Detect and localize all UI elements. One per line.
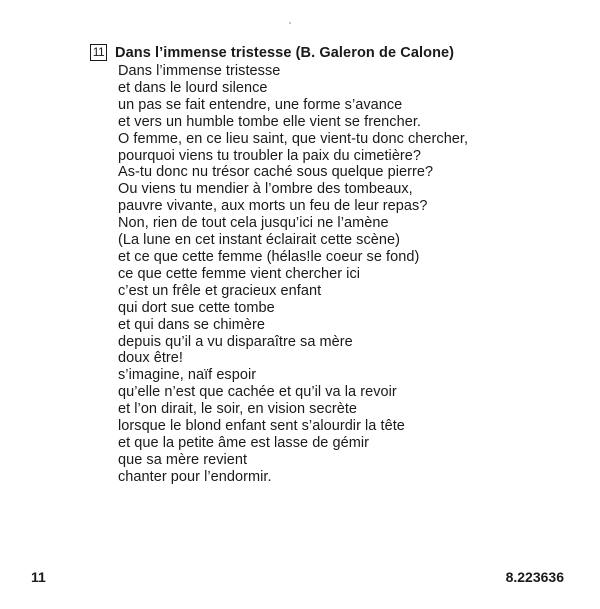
page-number: 11 bbox=[31, 569, 46, 585]
lyric-line: pourquoi viens tu troubler la paix du cimetière? bbox=[118, 147, 422, 164]
lyric-line: et qui dans se chimère bbox=[118, 316, 265, 333]
lyric-line: et ce que cette femme (hélas!le coeur se fond) bbox=[118, 248, 420, 265]
lyric-line: O femme, en ce lieu saint, que vient-tu donc chercher, bbox=[118, 130, 469, 147]
lyric-line: qui dort sue cette tombe bbox=[118, 299, 275, 316]
lyric-line: et dans le lourd silence bbox=[118, 79, 268, 96]
lyrics-block bbox=[118, 63, 468, 486]
lyric-line: depuis qu’il a vu disparaître sa mère bbox=[118, 333, 353, 350]
lyric-line: pauvre vivante, aux morts un feu de leur repas? bbox=[118, 198, 428, 215]
lyric-line: doux être! bbox=[118, 350, 183, 367]
lyric-line: un pas se fait entendre, une forme s’avance bbox=[118, 96, 403, 113]
lyric-line: chanter pour l’endormir. bbox=[118, 468, 272, 485]
lyric-line: lorsque le blond enfant sent s’alourdir la tête bbox=[118, 418, 405, 435]
lyric-line: As-tu donc nu trésor caché sous quelque pierre? bbox=[118, 164, 434, 181]
track-header bbox=[90, 44, 454, 61]
catalog-number: 8.223636 bbox=[505, 569, 564, 585]
lyric-line: que sa mère revient bbox=[118, 451, 248, 468]
lyric-line: Ou viens tu mendier à l’ombre des tombeaux, bbox=[118, 181, 413, 198]
lyric-line: c’est un frêle et gracieux enfant bbox=[118, 282, 322, 299]
scan-speck bbox=[289, 22, 291, 24]
lyric-line: et vers un humble tombe elle vient se frencher. bbox=[118, 113, 421, 130]
lyric-line: Dans l’immense tristesse bbox=[118, 63, 281, 79]
lyric-line: s’imagine, naïf espoir bbox=[118, 367, 257, 384]
track-number-box: 11 bbox=[90, 44, 107, 61]
track-title: Dans l’immense tristesse (B. Galeron de Calone) bbox=[115, 44, 455, 61]
lyric-line: (La lune en cet instant éclairait cette scène) bbox=[118, 232, 400, 249]
lyric-line: et que la petite âme est lasse de gémir bbox=[118, 434, 370, 451]
lyric-line: qu’elle n’est que cachée et qu’il va la revoir bbox=[118, 384, 397, 401]
lyric-line: Non, rien de tout cela jusqu’ici ne l’amène bbox=[118, 215, 389, 232]
lyric-line: ce que cette femme vient chercher ici bbox=[118, 265, 361, 282]
lyric-line: et l’on dirait, le soir, en vision secrète bbox=[118, 401, 358, 418]
